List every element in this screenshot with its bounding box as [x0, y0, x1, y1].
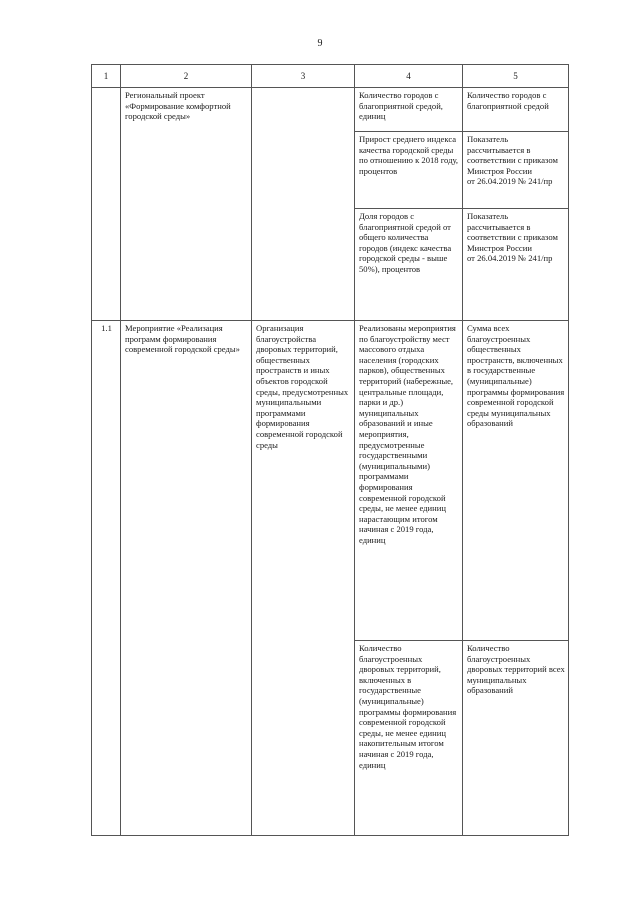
table-header-row — [92, 65, 569, 88]
event-name-cell: Мероприятие «Реализация программ формирования современной городской среды» — [121, 321, 252, 836]
header-cell: 5 — [463, 65, 569, 88]
header-cell: 4 — [355, 65, 463, 88]
row-number-cell — [92, 88, 121, 321]
header-cell: 2 — [121, 65, 252, 88]
method-cell: Количество городов с благоприятной средой — [463, 88, 569, 132]
indicator-cell: Прирост среднего индекса качества городской среды по отношению к 2018 году, процентов — [355, 132, 463, 209]
indicator-cell: Реализованы мероприятия по благоустройству мест массового отдыха населения (городских парков), общественных территорий (набережные, центральные площади, парки и др.) муниципальных образований и иные мероприятия, предусмотренные государственными (муниципальными) программами формирования современной городской среды, не менее единиц нарастающим итогом начиная с 2019 года, единиц — [355, 321, 463, 641]
method-cell: Показатель рассчитывается в соответствии с приказом Минстроя России от 26.04.2019 № 241/пр — [463, 209, 569, 321]
table-row — [92, 321, 569, 641]
page-number: 9 — [317, 38, 323, 49]
measures-table — [91, 64, 569, 836]
method-cell: Показатель рассчитывается в соответствии с приказом Минстроя России от 26.04.2019 № 241/пр — [463, 132, 569, 209]
description-cell — [252, 88, 355, 321]
description-cell: Организация благоустройства дворовых территорий, общественных пространств и иных объектов городской среды, предусмотренных муниципальными программами формирования современной городской среды — [252, 321, 355, 836]
row-number-cell: 1.1 — [92, 321, 121, 836]
table-row — [92, 88, 569, 132]
method-cell: Количество благоустроенных дворовых территорий всех муниципальных образований — [463, 641, 569, 836]
indicator-cell: Доля городов с благоприятной средой от общего количества городов (индекс качества городской среды - выше 50%), процентов — [355, 209, 463, 321]
header-cell: 1 — [92, 65, 121, 88]
header-cell: 3 — [252, 65, 355, 88]
indicator-cell: Количество городов с благоприятной средой, единиц — [355, 88, 463, 132]
indicator-cell: Количество благоустроенных дворовых территорий, включенных в государственные (муниципальные) программы формирования современной городской среды, не менее единиц накопительным итогом начиная с 2019 года, единиц — [355, 641, 463, 836]
method-cell: Сумма всех благоустроенных общественных пространств, включенных в государственные (муниципальные) программы формирования современной городской среды муниципальных образований — [463, 321, 569, 641]
event-name-cell: Региональный проект «Формирование комфортной городской среды» — [121, 88, 252, 321]
